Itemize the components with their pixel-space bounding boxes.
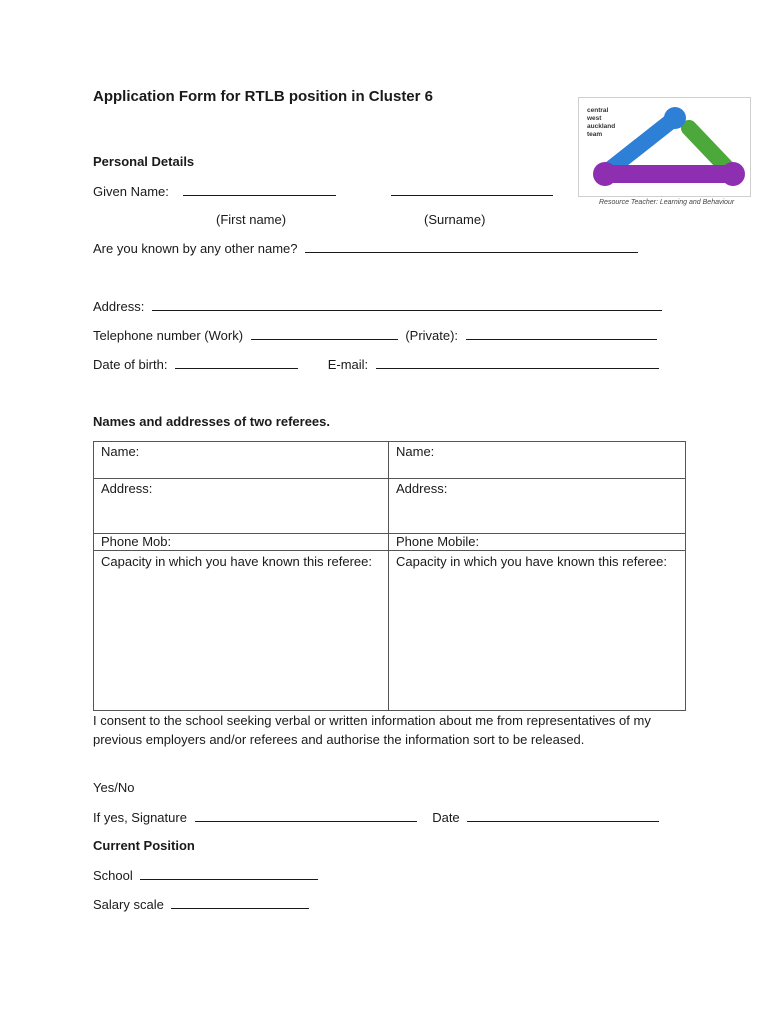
table-row: [94, 534, 686, 551]
school-label: School: [93, 868, 133, 883]
dob-email-row: [93, 356, 659, 372]
cluster-logo: [578, 97, 751, 197]
referee1-phone-cell[interactable]: Phone Mob:: [94, 534, 389, 551]
other-name-row: [93, 240, 638, 256]
referee2-capacity-cell[interactable]: Capacity in which you have known this referee:: [389, 551, 686, 711]
yes-no-option[interactable]: Yes/No: [93, 780, 135, 795]
given-name-row: [93, 183, 553, 199]
signature-field[interactable]: [195, 809, 417, 822]
other-name-label: Are you known by any other name?: [93, 241, 298, 256]
salary-label: Salary scale: [93, 897, 164, 912]
referee1-capacity-cell[interactable]: Capacity in which you have known this referee:: [94, 551, 389, 711]
other-name-field[interactable]: [305, 240, 638, 253]
given-name-label: Given Name:: [93, 184, 169, 199]
first-name-field[interactable]: [183, 183, 336, 196]
school-field[interactable]: [140, 867, 318, 880]
email-label: E-mail:: [327, 357, 369, 372]
telephone-private-label: (Private):: [405, 328, 459, 343]
table-row: [94, 551, 686, 711]
telephone-row: [93, 327, 657, 343]
signature-label: If yes, Signature: [93, 810, 187, 825]
referee2-phone-cell[interactable]: Phone Mobile:: [389, 534, 686, 551]
telephone-private-field[interactable]: [466, 327, 657, 340]
logo-caption: Resource Teacher: Learning and Behaviour: [599, 199, 735, 206]
referee1-name-cell[interactable]: Name:: [94, 442, 389, 479]
salary-field[interactable]: [171, 896, 309, 909]
address-label: Address:: [93, 299, 145, 314]
referee1-address-cell[interactable]: Address:: [94, 479, 389, 534]
dob-field[interactable]: [175, 356, 298, 369]
form-title: Application Form for RTLB position in Cluster 6: [93, 88, 433, 105]
signature-row: [93, 809, 659, 825]
personal-details-heading: Personal Details: [93, 154, 195, 169]
address-row: [93, 298, 662, 314]
referees-table: [93, 441, 686, 711]
salary-row: [93, 896, 309, 912]
referees-heading: Names and addresses of two referees.: [93, 414, 330, 429]
consent-text: I consent to the school seeking verbal or written information about me from representatives of my previous employers and/or referees and authorise the information sort to be released.: [93, 713, 651, 747]
referee2-address-cell[interactable]: Address:: [389, 479, 686, 534]
telephone-work-field[interactable]: [251, 327, 398, 340]
referee2-name-cell[interactable]: Name:: [389, 442, 686, 479]
date-label: Date: [432, 810, 460, 825]
address-field[interactable]: [152, 298, 662, 311]
email-field[interactable]: [376, 356, 659, 369]
table-row: [94, 479, 686, 534]
dob-label: Date of birth:: [93, 357, 168, 372]
telephone-work-label: Telephone number (Work): [93, 328, 244, 343]
surname-field[interactable]: [391, 183, 553, 196]
school-row: [93, 867, 318, 883]
logo-text: central west auckland team: [587, 107, 616, 138]
surname-caption: (Surname): [424, 212, 486, 227]
date-field[interactable]: [467, 809, 659, 822]
table-row: [94, 442, 686, 479]
current-position-heading: Current Position: [93, 838, 195, 853]
first-name-caption: (First name): [216, 212, 287, 227]
